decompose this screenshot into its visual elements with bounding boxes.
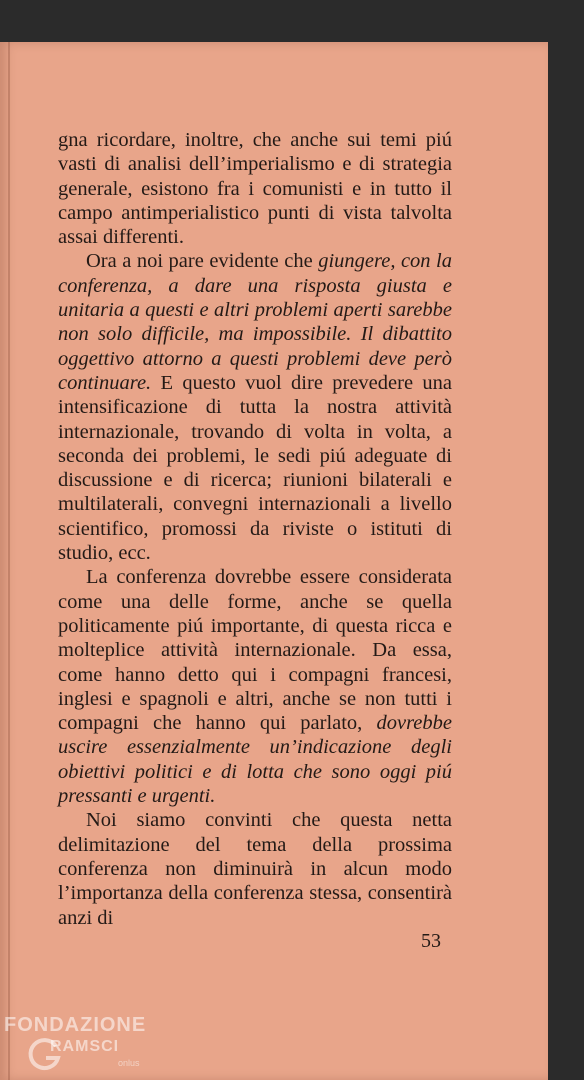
text-segment: gna ricordare, inoltre, che anche sui temi piú vasti di analisi dell’imperialismo e di strategia generale, esistono fra i comunisti e in tutto il campo antimperialistico punti di vista talvolta assai differenti. bbox=[58, 129, 452, 249]
paragraph-4 bbox=[58, 808, 452, 929]
watermark-line-2: RAMSCI bbox=[50, 1038, 120, 1055]
page-gutter bbox=[8, 42, 10, 1080]
watermark-line-1: FONDAZIONE bbox=[4, 1014, 147, 1036]
paragraph-1 bbox=[58, 128, 452, 249]
italic-text-segment: giungere, con la conferenza, a dare una risposta giusta e unitaria a questi e altri problemi aperti sarebbe non solo difficile, ma impossibile. Il dibattito oggettivo attorno a questi problemi deve però continuare. bbox=[58, 250, 453, 394]
paragraph-2 bbox=[58, 249, 452, 565]
text-segment: Noi siamo convinti che questa netta delimitazione del tema della prossima conferenza non diminuirà in alcun modo l’importanza della conferenza stessa, consentirà anzi di bbox=[58, 809, 452, 929]
watermark-logo bbox=[4, 1014, 164, 1076]
watermark-line-3: onlus bbox=[118, 1058, 140, 1068]
body-text bbox=[58, 128, 452, 930]
text-segment: La conferenza dovrebbe essere considerata come una delle forme, anche se quella politicamente piú importante, di questa ricca e molteplice attività internazionale. Da essa, come hanno detto qui i compagni francesi, inglesi e spagnoli e altri, anche se non tutti i compagni che hanno qui parlato, bbox=[58, 566, 452, 735]
text-segment: E questo vuol dire prevedere una intensificazione di tutta la nostra attività internazionale, trovando di volta in volta, a seconda dei problemi, le sedi piú adeguate di discussione e di ricerca; riunioni bilaterali e multilaterali, convegni internazionali a livello scientifico, promossi da riviste o istituti di studio, ecc. bbox=[58, 371, 452, 565]
italic-text-segment: dovrebbe uscire essenzialmente un’indicazione degli obiettivi politici e di lotta che sono oggi piú pressanti e urgenti. bbox=[58, 712, 452, 808]
text-segment: Ora a noi pare evidente che bbox=[86, 250, 319, 273]
paragraph-3 bbox=[58, 565, 452, 808]
page-number: 53 bbox=[421, 930, 441, 952]
